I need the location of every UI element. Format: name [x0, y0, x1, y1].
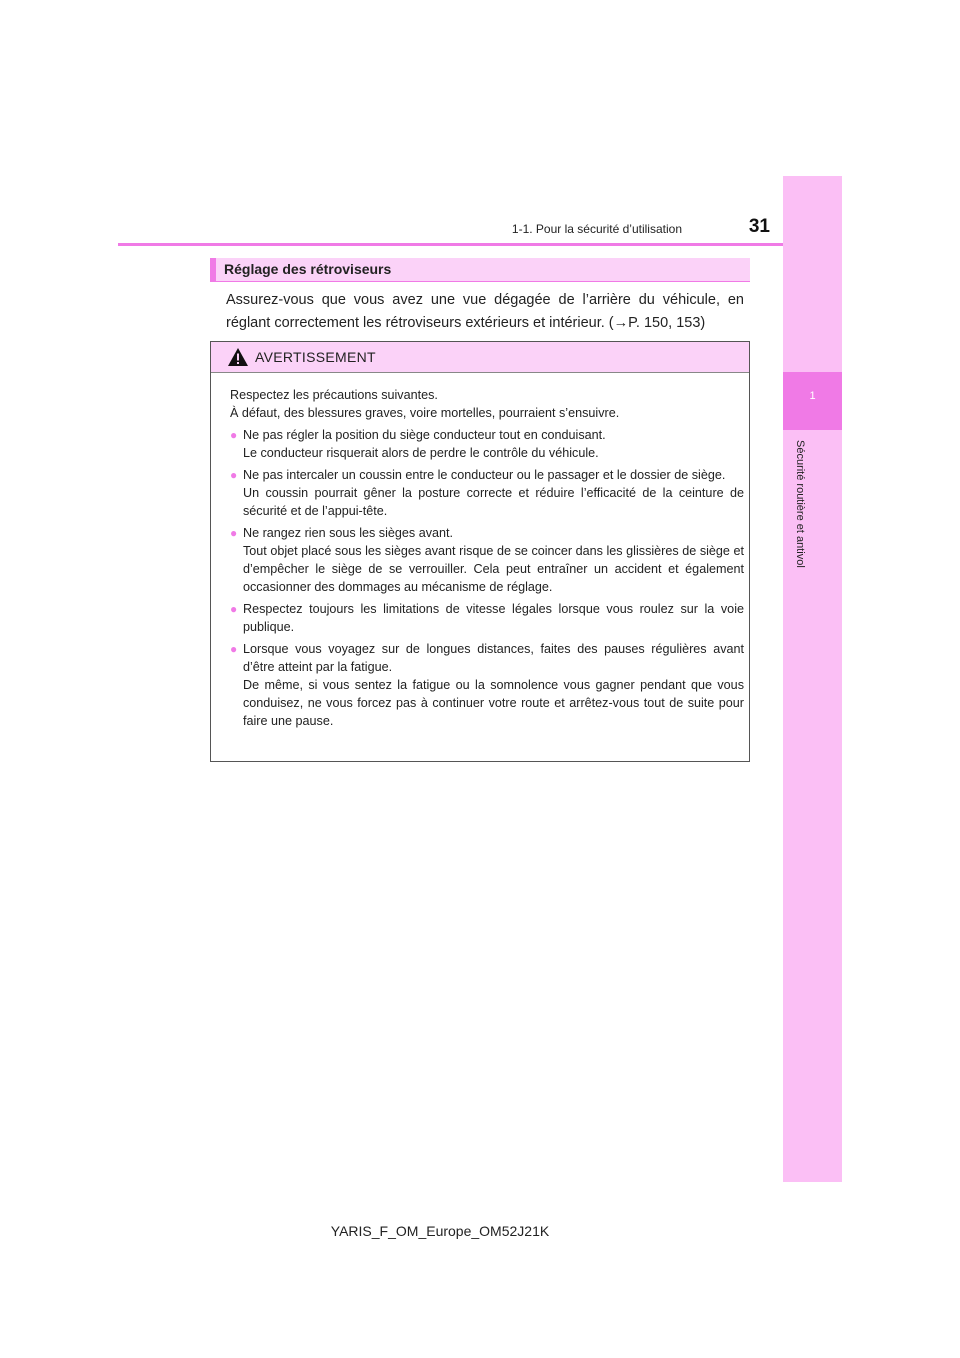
warning-title: AVERTISSEMENT	[255, 349, 376, 365]
bullet-line: Ne rangez rien sous les sièges avant.	[243, 526, 454, 540]
bullet-dot-icon: ●	[230, 428, 238, 442]
warning-header	[211, 342, 749, 373]
header-rule	[118, 243, 783, 246]
page-number: 31	[748, 216, 770, 237]
warning-bullet	[230, 426, 744, 462]
warning-bullet	[230, 466, 744, 520]
intro-paragraph: Assurez-vous que vous avez une vue dégagée de l’arrière du véhicule, en réglant correctement les rétroviseurs extérieurs et intérieur. (→P. 150, 153)	[226, 292, 744, 331]
bullet-line: Tout objet placé sous les sièges avant risque de se coincer dans les glissières de siège et d’empêcher le siège de se verrouiller. Cela peut entraîner un accident et également occasionner des dommages au mécanisme de réglage.	[243, 544, 744, 594]
document-footer-id: YARIS_F_OM_Europe_OM52J21K	[330, 1223, 550, 1239]
warning-lead	[230, 386, 744, 422]
warning-bullet	[230, 640, 744, 730]
bullet-line: Ne pas intercaler un coussin entre le conducteur ou le passager et le dossier de siège.	[243, 468, 726, 482]
bullet-line: Le conducteur risquerait alors de perdre le contrôle du véhicule.	[243, 446, 599, 460]
warning-lead-line: Respectez les précautions suivantes.	[230, 388, 438, 402]
section-heading	[210, 258, 750, 282]
warning-body	[230, 386, 744, 730]
bullet-dot-icon: ●	[230, 602, 238, 616]
bullet-line: Un coussin pourrait gêner la posture correcte et réduire l’efficacité de la ceinture de sécurité et de l’appui-tête.	[243, 486, 744, 518]
section-heading-text: Réglage des rétroviseurs	[224, 261, 392, 277]
warning-bullet-list	[230, 426, 744, 730]
running-header-section: 1-1. Pour la sécurité d’utilisation	[511, 222, 682, 236]
chapter-side-tab	[783, 176, 842, 1182]
bullet-line: Ne pas régler la position du siège conducteur tout en conduisant.	[243, 428, 606, 442]
warning-triangle-icon	[227, 347, 249, 367]
bullet-line: De même, si vous sentez la fatigue ou la somnolence vous gagner pendant que vous conduisez, ne vous forcez pas à continuer votre route et arrêtez-vous tout de suite pour faire une pause.	[243, 678, 744, 728]
chapter-number: 1	[809, 390, 816, 402]
chapter-label: Sécurité routière et antivol	[794, 440, 806, 568]
bullet-line: Respectez toujours les limitations de vitesse légales lorsque vous roulez sur la voie publique.	[243, 602, 744, 634]
warning-bullet	[230, 600, 744, 636]
warning-bullet	[230, 524, 744, 596]
bullet-line: Lorsque vous voyagez sur de longues distances, faites des pauses régulières avant d’être atteint par la fatigue.	[243, 642, 744, 674]
bullet-dot-icon: ●	[230, 526, 238, 540]
bullet-dot-icon: ●	[230, 468, 238, 482]
warning-lead-line: À défaut, des blessures graves, voire mortelles, pourraient s’ensuivre.	[230, 406, 620, 420]
warning-box	[210, 341, 750, 762]
bullet-dot-icon: ●	[230, 642, 238, 656]
